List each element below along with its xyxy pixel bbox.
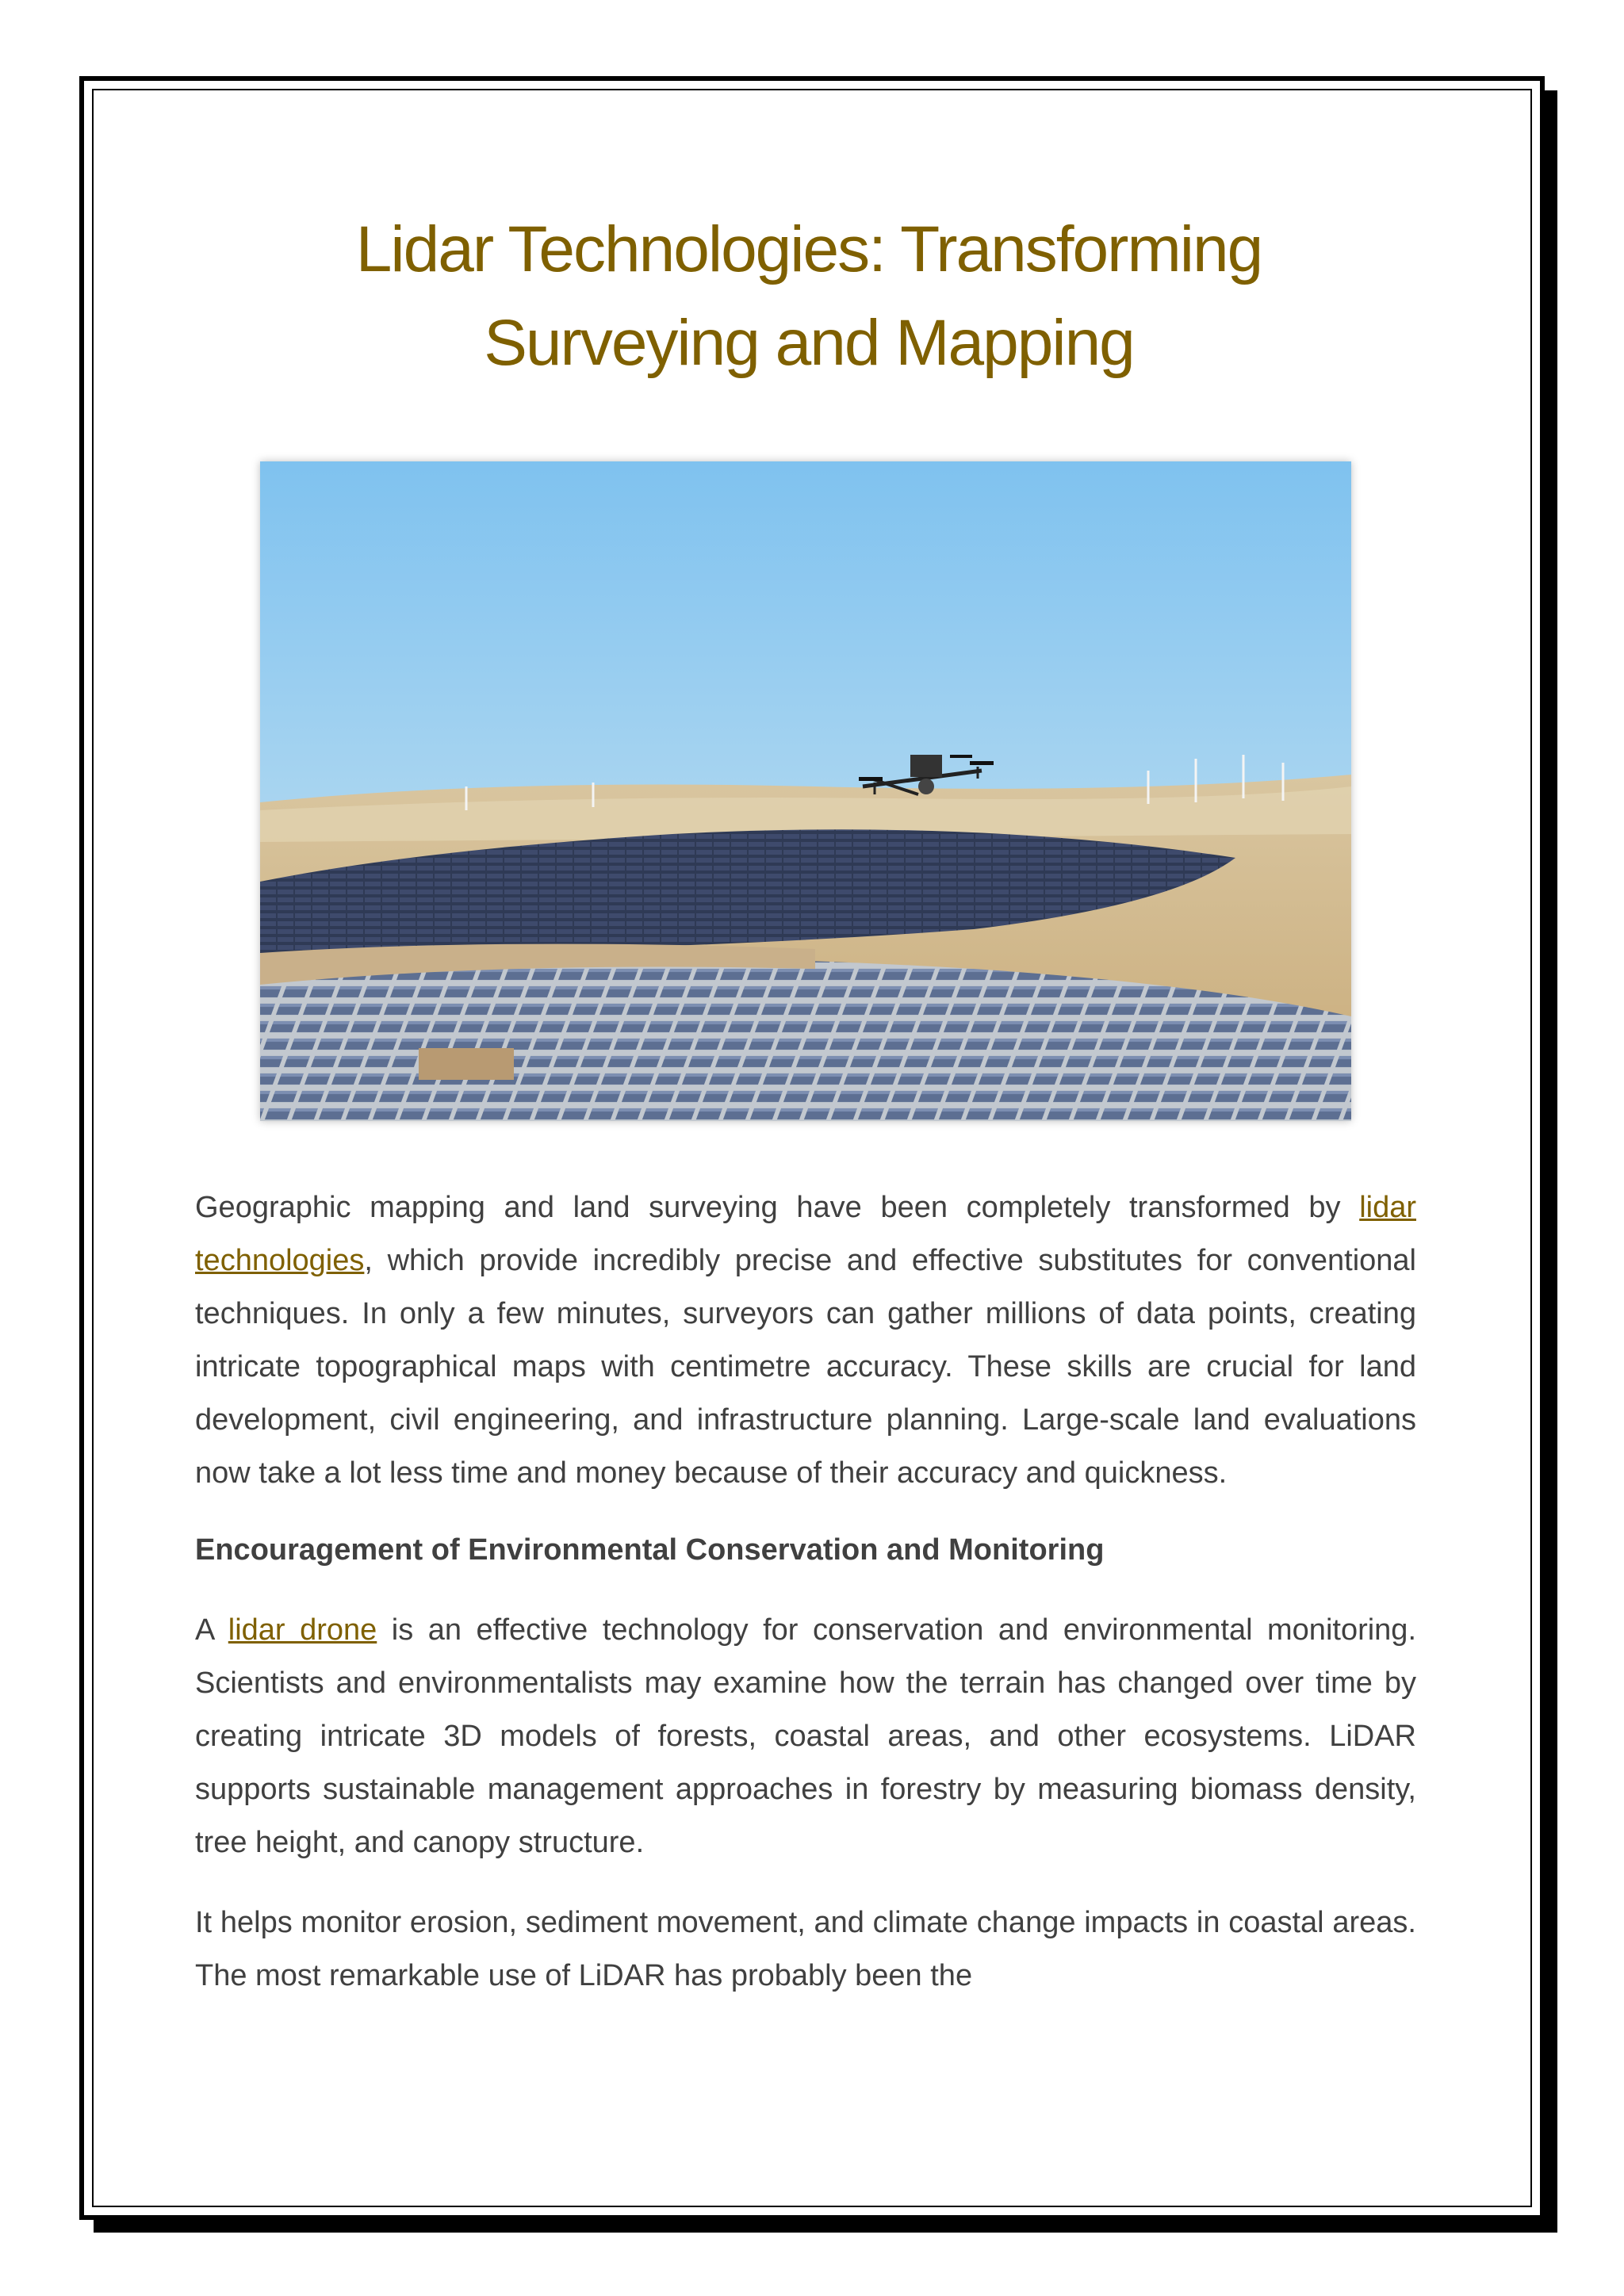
paragraph-conservation <box>195 1604 1416 1869</box>
paragraph-conservation-text-1: A <box>195 1613 228 1647</box>
title-line-2: Surveying and Mapping <box>484 307 1134 379</box>
document-title <box>159 203 1459 390</box>
paragraph-intro <box>195 1181 1416 1500</box>
paragraph-conservation-text-2: is an effective technology for conservation and environmental monitoring. Scientists and environmentalists may examine how the terrain has changed over time by creating intricate 3D models of forests, coastal areas, and other ecosystems. LiDAR supports sustainable management approaches in forestry by measuring biomass density, tree height, and canopy structure. <box>195 1613 1416 1859</box>
title-line-1: Lidar Technologies: Transforming <box>355 213 1262 285</box>
hero-image <box>260 461 1351 1121</box>
lidar-technologies-link[interactable]: lidar technologies <box>195 1191 1416 1277</box>
drone-over-solar-farm-photo <box>260 461 1351 1121</box>
paragraph-intro-text-1: Geographic mapping and land surveying have been completely transformed by <box>195 1191 1360 1224</box>
lidar-drone-link[interactable]: lidar drone <box>228 1613 377 1647</box>
article-body <box>195 1181 1416 2003</box>
section-heading: Encouragement of Environmental Conservation and Monitoring <box>195 1533 1105 1567</box>
paragraph-coastal: It helps monitor erosion, sediment movement, and climate change impacts in coastal areas. The most remarkable use of LiDAR has probably been the <box>195 1906 1416 1992</box>
building <box>419 1048 514 1080</box>
paragraph-intro-text-2: , which provide incredibly precise and effective substitutes for conventional techniques. In only a few minutes, surveyors can gather millions of data points, creating intricate topographical maps with centimetre accuracy. These skills are crucial for land development, civil engineering, and infrastructure planning. Large-scale land evaluations now take a lot less time and money because of their accuracy and quickness. <box>195 1244 1416 1490</box>
